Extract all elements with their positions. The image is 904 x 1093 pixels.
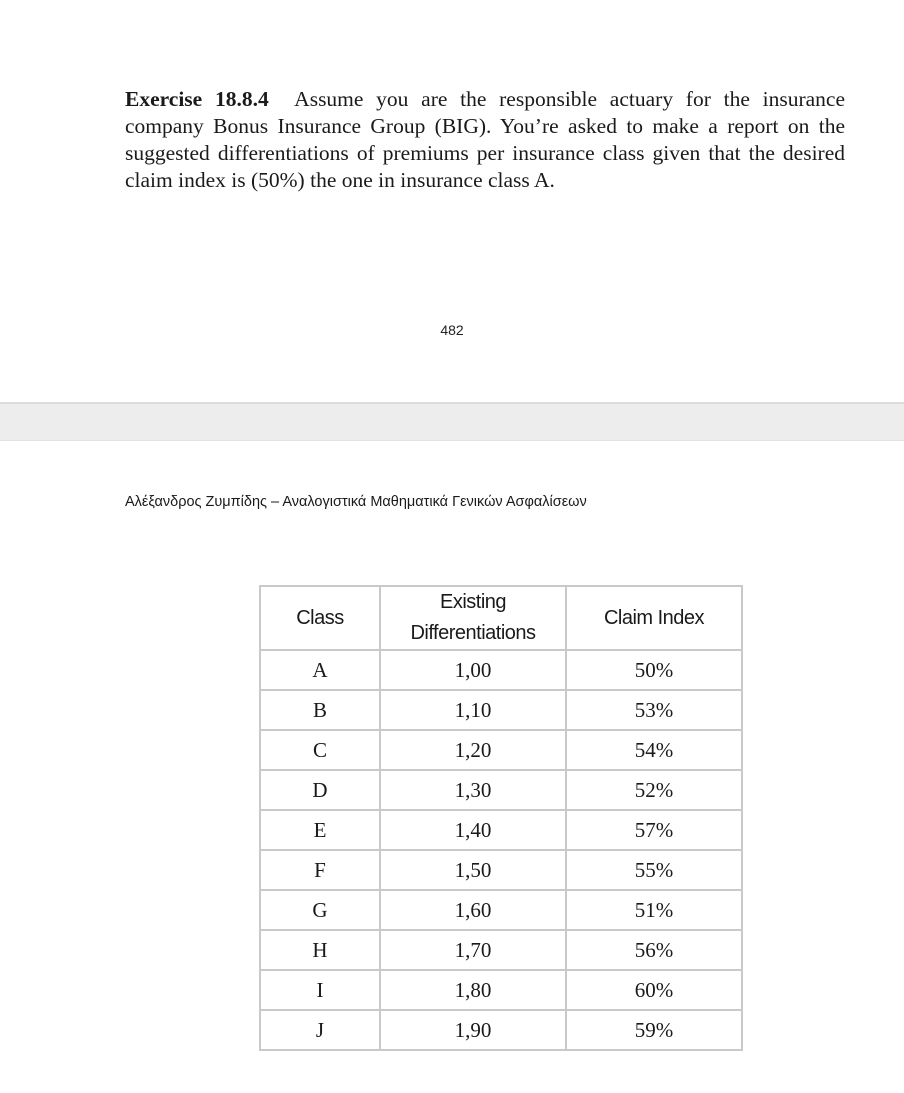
page-482 — [0, 0, 904, 400]
cell-claim-index: 51% — [566, 890, 742, 930]
cell-differentiation: 1,00 — [380, 650, 566, 690]
exercise-label: Exercise 18.8.4 — [125, 87, 269, 111]
header-class: Class — [260, 586, 380, 650]
cell-claim-index: 53% — [566, 690, 742, 730]
cell-class: H — [260, 930, 380, 970]
cell-differentiation: 1,30 — [380, 770, 566, 810]
header-existing-line2: Differentiations — [410, 622, 536, 644]
table-row — [260, 770, 742, 810]
running-header: Αλέξανδρος Ζυμπίδης – Αναλογιστικά Μαθηματικά Γενικών Ασφαλίσεων — [125, 494, 587, 510]
cell-class: B — [260, 690, 380, 730]
cell-class: F — [260, 850, 380, 890]
cell-differentiation: 1,50 — [380, 850, 566, 890]
table-row — [260, 650, 742, 690]
table-row — [260, 810, 742, 850]
cell-differentiation: 1,20 — [380, 730, 566, 770]
table-row — [260, 970, 742, 1010]
exercise-text: Assume you are the responsible actuary for the insurance company Bonus Insurance Group (BIG). You’re asked to make a report on the suggested differentiations of premiums per insurance class given that the desired claim index is (50%) the one in insurance class A. — [125, 87, 845, 192]
cell-claim-index: 52% — [566, 770, 742, 810]
table-row — [260, 690, 742, 730]
header-existing-differentiations — [380, 586, 566, 650]
cell-class: C — [260, 730, 380, 770]
cell-class: E — [260, 810, 380, 850]
cell-class: D — [260, 770, 380, 810]
cell-class: G — [260, 890, 380, 930]
exercise-paragraph — [125, 86, 845, 194]
header-existing-line1: Existing — [439, 591, 507, 613]
cell-differentiation: 1,60 — [380, 890, 566, 930]
cell-claim-index: 57% — [566, 810, 742, 850]
cell-class: J — [260, 1010, 380, 1050]
cell-claim-index: 59% — [566, 1010, 742, 1050]
table-row — [260, 730, 742, 770]
cell-claim-index: 55% — [566, 850, 742, 890]
table-row — [260, 930, 742, 970]
cell-differentiation: 1,10 — [380, 690, 566, 730]
cell-claim-index: 54% — [566, 730, 742, 770]
page-separator — [0, 402, 904, 441]
table-row — [260, 890, 742, 930]
differentiation-table — [259, 585, 743, 1051]
cell-differentiation: 1,90 — [380, 1010, 566, 1050]
table-row — [260, 850, 742, 890]
cell-claim-index: 56% — [566, 930, 742, 970]
table-header-row — [260, 586, 742, 650]
cell-claim-index: 60% — [566, 970, 742, 1010]
page-number: 482 — [440, 322, 464, 338]
cell-class: A — [260, 650, 380, 690]
table-row — [260, 1010, 742, 1050]
cell-class: I — [260, 970, 380, 1010]
cell-claim-index: 50% — [566, 650, 742, 690]
header-claim-index: Claim Index — [566, 586, 742, 650]
cell-differentiation: 1,40 — [380, 810, 566, 850]
cell-differentiation: 1,70 — [380, 930, 566, 970]
cell-differentiation: 1,80 — [380, 970, 566, 1010]
